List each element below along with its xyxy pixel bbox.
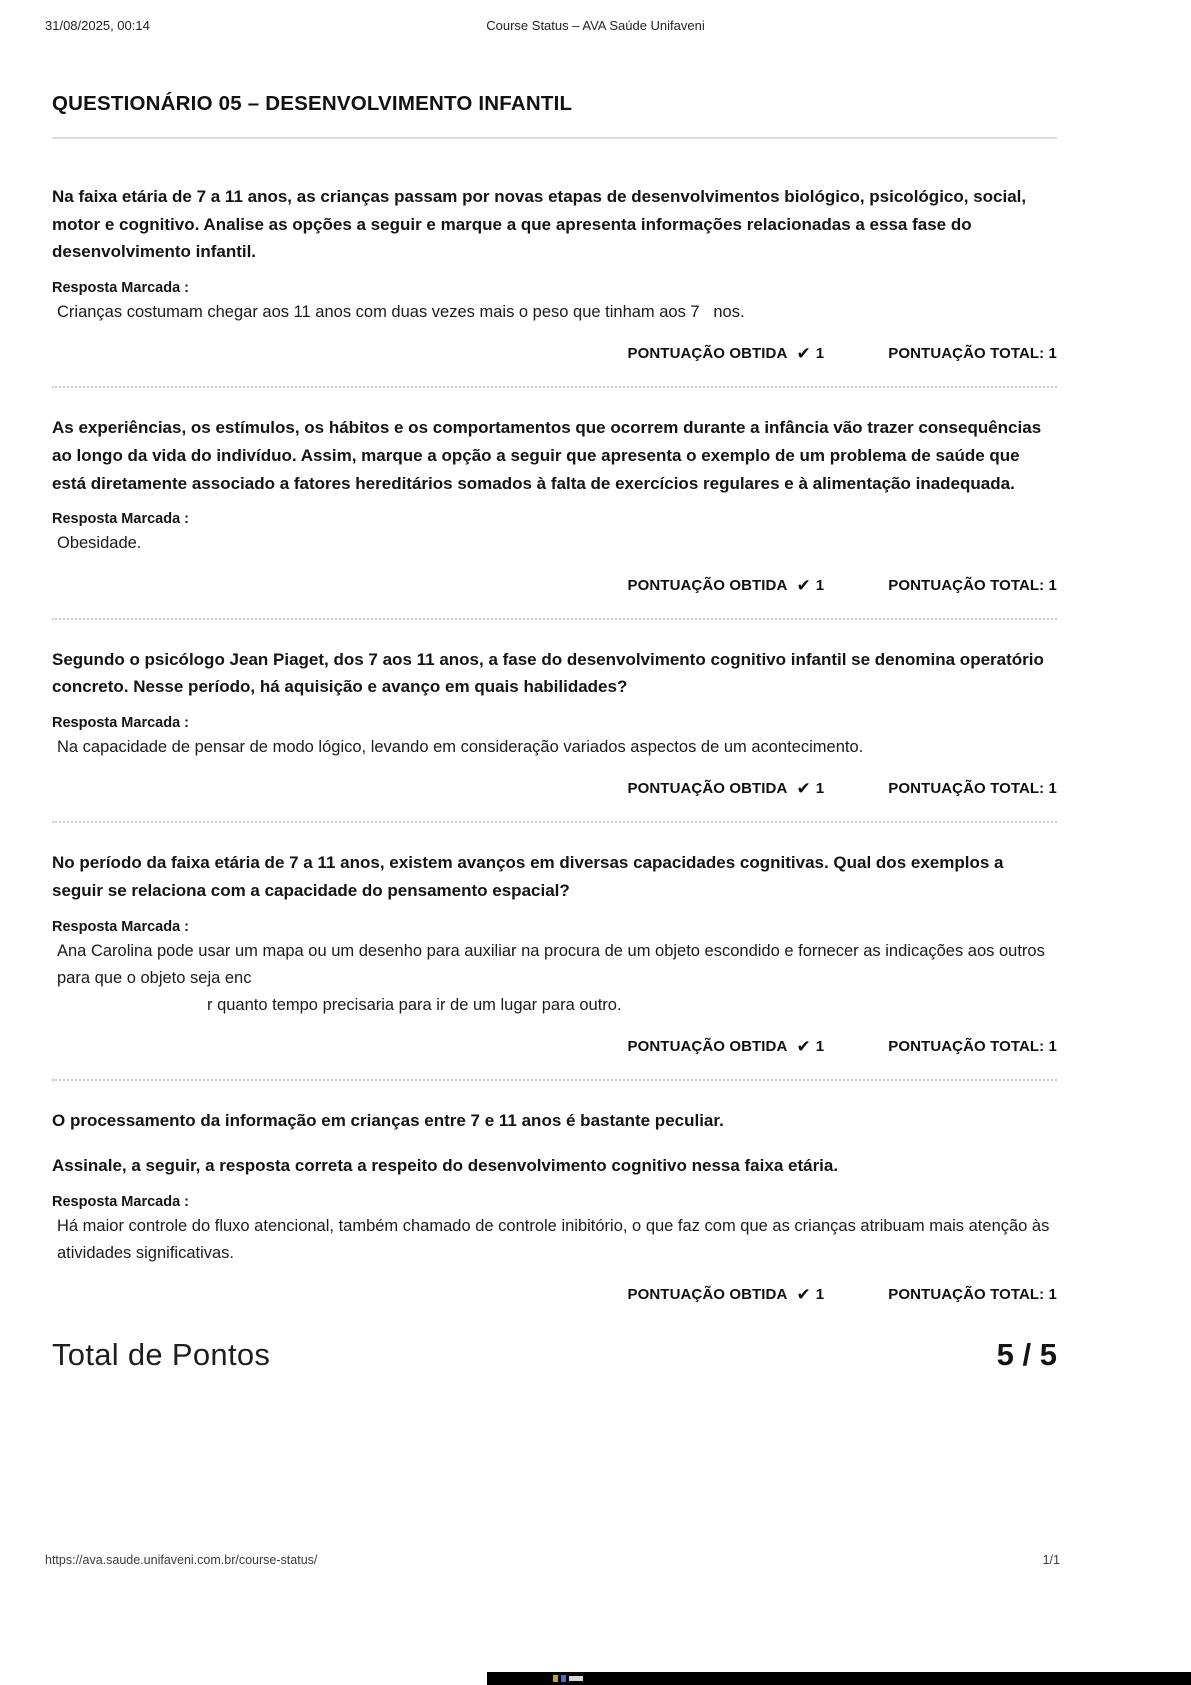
score-row xyxy=(52,779,1057,797)
title-divider xyxy=(52,137,1057,139)
footer-url: https://ava.saude.unifaveni.com.br/course-status/ xyxy=(45,1553,318,1567)
glyph xyxy=(569,1676,583,1681)
print-datetime: 31/08/2025, 00:14 xyxy=(45,18,150,33)
question-text: As experiências, os estímulos, os hábitos e os comportamentos que ocorrem durante a infância vão trazer consequências ao longo da vida do indivíduo. Assim, marque a opção a seguir que apresenta o exemplo de um problema de saúde que está diretamente associado a fatores hereditários somados à falta de exercícios regulares e à alimentação inadequada. xyxy=(52,418,1042,493)
print-header xyxy=(45,18,1146,36)
score-obtained xyxy=(628,1037,825,1055)
question-text: Segundo o psicólogo Jean Piaget, dos 7 aos 11 anos, a fase do desenvolvimento cognitivo infantil se denomina operatório concreto. Nesse período, há aquisição e avanço em quais habilidades? xyxy=(52,649,1044,697)
question-block-4 xyxy=(52,849,1057,1055)
glyph xyxy=(553,1675,558,1682)
answer-marked-label: Resposta Marcada : xyxy=(52,1193,189,1210)
print-footer xyxy=(45,1553,1060,1567)
score-obtained-label: PONTUAÇÃO OBTIDA xyxy=(627,345,788,363)
score-obtained-value: 1 xyxy=(815,780,825,798)
footer-page-number: 1/1 xyxy=(1042,1553,1060,1567)
question-text: Na faixa etária de 7 a 11 anos, as crianças passam por novas etapas de desenvolvimentos biológico, psicológico, social, motor e cognitivo. Analise as opções a seguir e marque a que apresenta informações relacionadas a essa fase do desenvolvimento infantil. xyxy=(52,187,1027,262)
score-total: PONTUAÇÃO TOTAL: 1 xyxy=(888,345,1057,363)
score-row xyxy=(52,576,1057,594)
marked-answer-text: Obesidade. xyxy=(57,534,142,553)
marked-answer-text-continued: r quanto tempo precisaria para ir de um lugar para outro. xyxy=(207,996,622,1015)
quiz-title: QUESTIONÁRIO 05 – DESENVOLVIMENTO INFANTIL xyxy=(52,92,573,115)
marked-answer-text: Na capacidade de pensar de modo lógico, levando em consideração variados aspectos de um acontecimento. xyxy=(57,738,864,757)
question-text: No período da faixa etária de 7 a 11 anos, existem avanços em diversas capacidades cognitivas. Qual dos exemplos a seguir se relaciona com a capacidade do pensamento espacial? xyxy=(52,853,1004,900)
check-icon: ✔ xyxy=(796,575,811,595)
score-obtained-label: PONTUAÇÃO OBTIDA xyxy=(627,1038,788,1056)
check-icon: ✔ xyxy=(796,1285,811,1305)
question-block-5 xyxy=(52,1107,1057,1303)
answer-marked-label: Resposta Marcada : xyxy=(52,511,189,528)
print-doc-title: Course Status – AVA Saúde Unifaveni xyxy=(486,18,705,33)
score-total: PONTUAÇÃO TOTAL: 1 xyxy=(888,1038,1057,1056)
question-separator xyxy=(52,618,1057,620)
score-obtained xyxy=(628,1285,825,1303)
question-text: O processamento da informação em crianças entre 7 e 11 anos é bastante peculiar. xyxy=(52,1111,724,1131)
score-obtained-label: PONTUAÇÃO OBTIDA xyxy=(627,576,788,594)
question-text-2: Assinale, a seguir, a resposta correta a respeito do desenvolvimento cognitivo nessa faixa etária. xyxy=(52,1156,839,1176)
marked-answer-text: Ana Carolina pode usar um mapa ou um desenho para auxiliar na procura de um objeto escondido e fornecer as indicações aos outros para que o objeto seja enc xyxy=(57,941,1045,987)
answer-marked-label: Resposta Marcada : xyxy=(52,715,189,732)
score-obtained xyxy=(628,344,825,362)
score-total: PONTUAÇÃO TOTAL: 1 xyxy=(888,1286,1057,1304)
marked-answer-text: Há maior controle do fluxo atencional, também chamado de controle inibitório, o que faz com que as crianças atribuam mais atenção às atividades significativas. xyxy=(57,1216,1050,1262)
score-obtained-label: PONTUAÇÃO OBTIDA xyxy=(627,780,788,798)
score-row xyxy=(52,1037,1057,1055)
question-block-3 xyxy=(52,646,1057,798)
score-obtained xyxy=(628,576,825,594)
glyph xyxy=(561,1675,566,1682)
score-obtained-value: 1 xyxy=(815,1038,825,1056)
question-separator xyxy=(52,821,1057,823)
question-separator xyxy=(52,386,1057,388)
total-points-value: 5 / 5 xyxy=(996,1337,1057,1373)
score-obtained-value: 1 xyxy=(815,345,825,363)
total-points-label: Total de Pontos xyxy=(52,1337,271,1373)
score-obtained-label: PONTUAÇÃO OBTIDA xyxy=(627,1286,788,1304)
score-total: PONTUAÇÃO TOTAL: 1 xyxy=(888,576,1057,594)
document-content xyxy=(52,92,1057,1373)
total-points-row xyxy=(52,1337,1057,1373)
marked-answer-text: Crianças costumam chegar aos 11 anos com duas vezes mais o peso que tinham aos 7 nos. xyxy=(57,303,745,322)
score-total: PONTUAÇÃO TOTAL: 1 xyxy=(888,780,1057,798)
check-icon: ✔ xyxy=(796,344,811,364)
answer-marked-label: Resposta Marcada : xyxy=(52,918,189,935)
question-separator xyxy=(52,1079,1057,1081)
score-obtained xyxy=(628,779,825,797)
score-obtained-value: 1 xyxy=(815,576,825,594)
question-block-1 xyxy=(52,183,1057,362)
question-block-2 xyxy=(52,414,1057,593)
taskbar-glyphs xyxy=(553,1675,583,1682)
check-icon: ✔ xyxy=(796,779,811,799)
score-obtained-value: 1 xyxy=(815,1286,825,1304)
bottom-black-bar xyxy=(487,1672,1191,1685)
score-row xyxy=(52,344,1057,362)
score-row xyxy=(52,1285,1057,1303)
answer-marked-label: Resposta Marcada : xyxy=(52,280,189,297)
check-icon: ✔ xyxy=(796,1037,811,1057)
